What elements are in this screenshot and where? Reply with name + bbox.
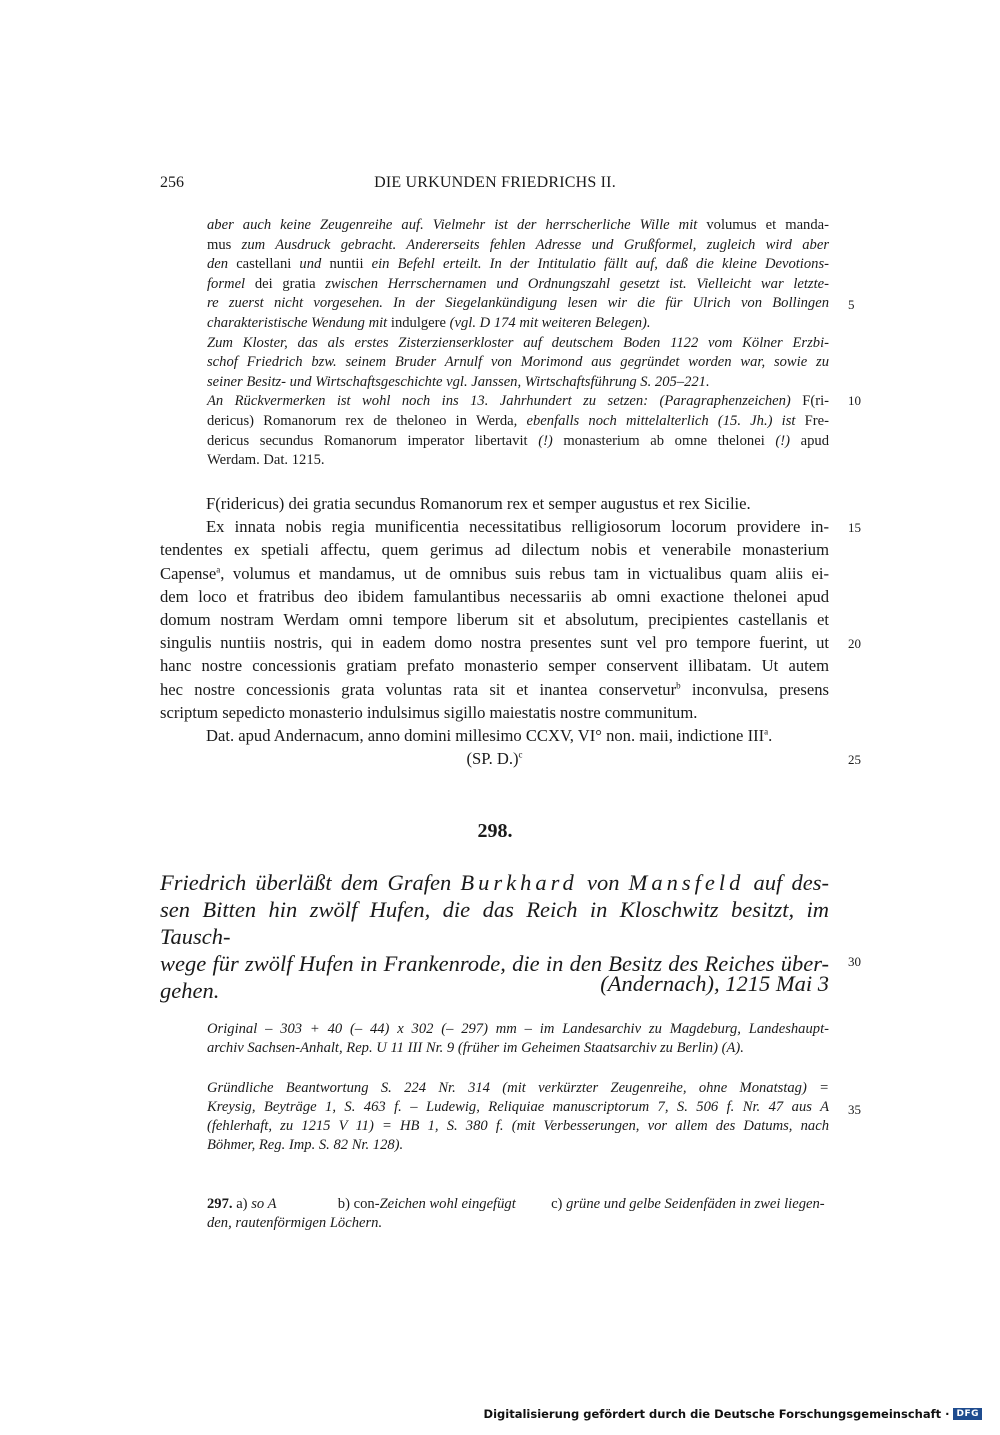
regest-line: gehen. — [160, 978, 220, 1003]
line-number: 5 — [848, 297, 855, 312]
apparatus-line: den, rautenförmigen Löchern. — [207, 1215, 383, 1231]
source-line: archiv Sachsen-Anhalt, Rep. U 11 III Nr. 9 (früher im Geheimen Staatsarchiv zu Berlin) (A). — [207, 1040, 744, 1056]
apparatus-line: 297. a) so A b) con-Zeichen wohl eingefügt c) grüne und gelbe Seidenfäden in zwei liegen- — [207, 1196, 825, 1212]
charter-text — [160, 492, 829, 770]
source-line: Böhmer, Reg. Imp. S. 82 Nr. 128). — [207, 1137, 404, 1153]
text-line: singulis nuntiis nostris, qui in eadem domo nostra presentes sunt vel pro tempore fuerint, ut — [160, 633, 829, 653]
line-number: 20 — [848, 636, 861, 651]
text-line: domum nostram Werdam omni tempore liberum sit et absolutum, precipientes castellanis et — [160, 610, 829, 630]
dating-clause: Dat. apud Andernacum, anno domini millesimo CCXV, VI° non. maii, indictione III$^a$. — [206, 726, 773, 746]
original-description — [207, 1020, 829, 1058]
line-number: 15 — [848, 520, 861, 535]
source-line: Original – 303 + 40 (– 44) x 302 (– 297) mm – im Landesarchiv zu Magdeburg, Landeshaupt- — [207, 1021, 829, 1037]
text-line: hanc nostre concessionis gratiam prefato monasterio semper conservent illibatam. Ut autem — [160, 656, 829, 676]
note-line: dericus secundus Romanorum imperator libertavit (!) monasterium ab omne thelonei (!) apud — [207, 432, 829, 449]
source-line: Kreysig, Beyträge 1, S. 463 f. – Ludewig, Reliquiae manuscriptorum 7, S. 506 f. Nr. 47 aus A — [207, 1099, 829, 1115]
document-number: 298. — [477, 820, 513, 842]
text-line: Ex innata nobis regia munificentia necessitatibus relligiosorum locorum providere in- — [206, 517, 829, 537]
line-number: 10 — [848, 393, 861, 408]
seal-note: (SP. D.)$^c$ — [466, 749, 523, 769]
note-line: formel dei gratia zwischen Herrschernamen und Ordnungszahl gesetzt ist. Vielleicht war letzte- — [207, 275, 829, 292]
text-line: scriptum sepedicto monasterio indulsimus sigillo maiestatis nostre communitum. — [160, 702, 698, 722]
note-line: Werdam. Dat. 1215. — [207, 452, 325, 469]
line-number: 25 — [848, 752, 861, 767]
note-line: An Rückvermerken ist wohl noch ins 13. Jahrhundert zu setzen: (Paragraphenzeichen) F(ri- — [207, 393, 829, 410]
text-line: Capense$^a$, volumus et mandamus, ut de omnibus suis rebus tam in victualibus quam aliis ei- — [160, 563, 829, 583]
credit-text: Digitalisierung gefördert durch die Deutsche Forschungsgemeinschaft · — [483, 1407, 950, 1421]
note-line: mus zum Ausdruck gebracht. Andererseits fehlen Adresse und Grußformel, zugleich wird aber — [207, 236, 829, 253]
note-line: aber auch keine Zeugenreihe auf. Vielmehr ist der herrscherliche Wille mit volumus et manda- — [207, 217, 829, 233]
text-line: dem loco et fratribus deo ibidem famulantibus necessariis ab omni exactione thelonei apud — [160, 586, 829, 606]
page-number: 256 — [160, 174, 184, 191]
note-line: den castellani und nuntii ein Befehl erteilt. In der Intitulatio fällt auf, daß die kleine Devotions- — [207, 256, 829, 273]
line-number: 35 — [848, 1102, 861, 1117]
funding-credit — [484, 1407, 982, 1421]
regest-line: wege für zwölf Hufen in Frankenrode, die in den Besitz des Reiches über- — [160, 951, 829, 976]
regest-line: sen Bitten hin zwölf Hufen, die das Reich in Kloschwitz besitzt, im Tausch- — [160, 897, 829, 949]
source-line: Gründliche Beantwortung S. 224 Nr. 314 (mit verkürzter Zeugenreihe, ohne Monatstag) = — [207, 1080, 829, 1096]
text-line: hec nostre concessionis grata voluntas rata sit et inantea conservetur$^b$ inconvulsa, presens — [160, 679, 829, 699]
editions-list — [207, 1079, 829, 1155]
regest-line: Friedrich überläßt dem Grafen Burkhard von Mansfeld auf des- — [160, 870, 829, 895]
note-line: schof Friedrich bzw. seinem Bruder Arnulf von Morimond aus gegründet worden war, sowie zu — [207, 354, 829, 371]
source-line: (fehlerhaft, zu 1215 V 11) = HB 1, S. 380 f. (mit Verbesserungen, vor allem des Datums, nach — [207, 1118, 829, 1134]
running-title: DIE URKUNDEN FRIEDRICHS II. — [374, 174, 616, 191]
editorial-note — [207, 216, 829, 471]
dfg-logo: DFG — [953, 1408, 982, 1420]
line-number: 30 — [848, 954, 861, 969]
text-line: F(ridericus) dei gratia secundus Romanorum rex et semper augustus et rex Sicilie. — [206, 494, 751, 513]
note-line: seiner Besitz- und Wirtschaftsgeschichte vgl. Janssen, Wirtschaftsführung S. 205–221. — [207, 373, 710, 390]
text-line: tendentes ex spetiali affectu, quem gerimus ad dilectum nobis et venerabile monasterium — [160, 540, 829, 560]
critical-apparatus — [207, 1195, 829, 1233]
regest-date: (Andernach), 1215 Mai 3 — [600, 971, 829, 996]
note-line: Zum Kloster, das als erstes Zisterzienserkloster auf deutschem Boden 1122 vom Kölner Erzbi- — [207, 334, 829, 351]
note-line: dericus) Romanorum rex de theloneo in Werda, ebenfalls noch mittelalterlich (15. Jh.) ist Fre- — [207, 412, 829, 429]
note-line: charakteristische Wendung mit indulgere (vgl. D 174 mit weiteren Belegen). — [207, 314, 651, 331]
note-line: re zuerst nicht vorgesehen. In der Siegelankündigung lesen wir die für Ulrich von Bollingen — [207, 295, 829, 312]
